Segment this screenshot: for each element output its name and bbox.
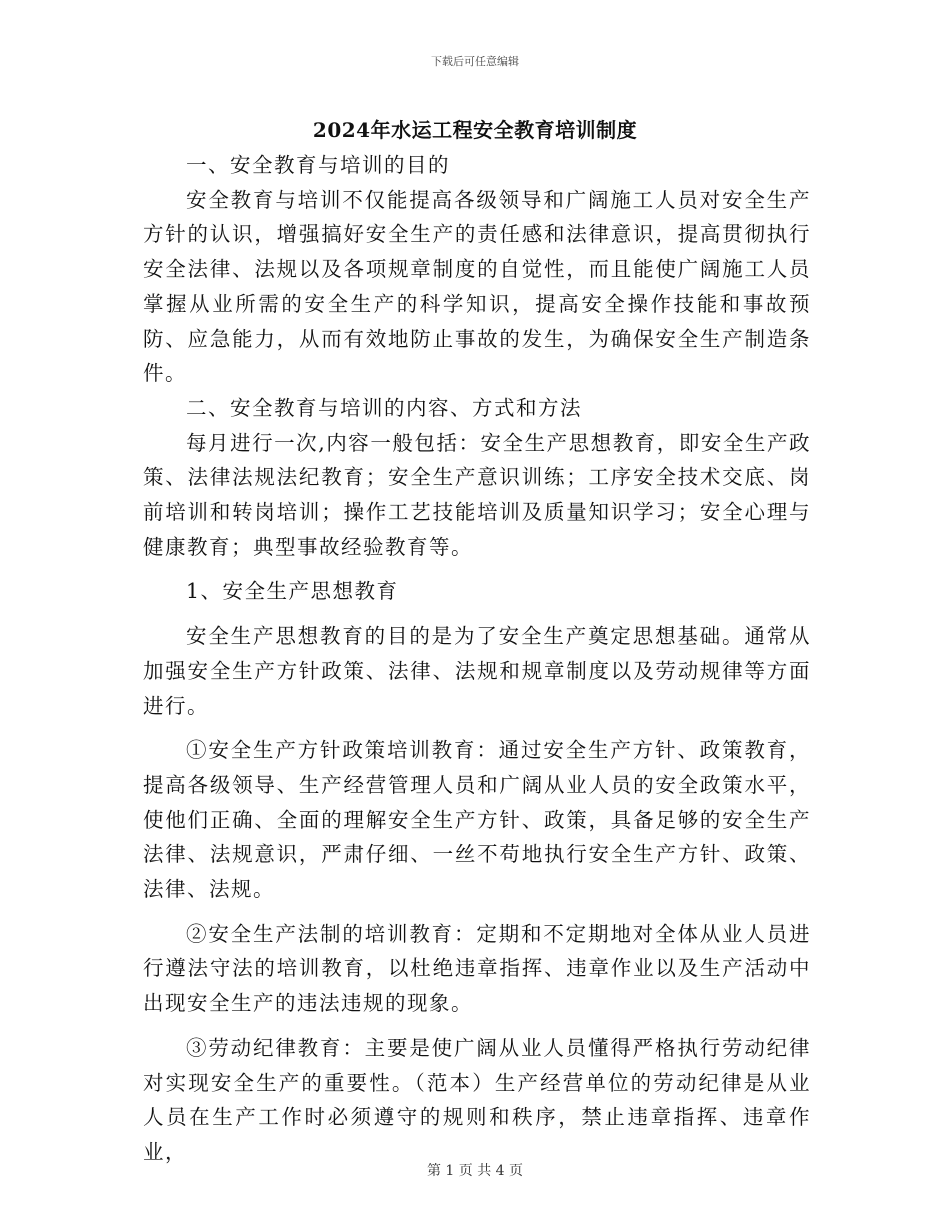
body-paragraph: 安全教育与培训不仅能提高各级领导和广阔施工人员对安全生产方针的认识，增强搞好安全生产的责任感和法律意识，提高贯彻执行安全法律、法规以及各项规章制度的自觉性，而且能使广阔施工人员掌握从业所需的安全生产的科学知识，提高安全操作技能和事故预防、应急能力，从而有效地防止事故的发生，为确保安全生产制造条件。 [143,187,811,386]
subsection-heading: 1、安全生产思想教育 [186,579,399,604]
list-item-paragraph: ②安全生产法制的培训教育：定期和不定期地对全体从业人员进行遵法守法的培训教育，以杜绝违章指挥、违章作业以及生产活动中出现安全生产的违法违规的现象。 [143,921,811,1016]
list-item-paragraph: ①安全生产方针政策培训教育：通过安全生产方针、政策教育，提高各级领导、生产经营管理人员和广阔从业人员的安全政策水平，使他们正确、全面的理解安全生产方针、政策，具备足够的安全生产法律、法规意识，严肃仔细、一丝不苟地执行安全生产方针、政策、法律、法规。 [143,738,811,902]
body-paragraph: 安全生产思想教育的目的是为了安全生产奠定思想基础。通常从加强安全生产方针政策、法律、法规和规章制度以及劳动规律等方面进行。 [143,624,811,718]
list-item-paragraph: ③劳动纪律教育：主要是使广阔从业人员懂得严格执行劳动纪律对实现安全生产的重要性。（范本）生产经营单位的劳动纪律是从业人员在生产工作时必须遵守的规则和秩序，禁止违章指挥、违章作业， [143,1035,811,1164]
body-paragraph: 每月进行一次,内容一般包括：安全生产思想教育，即安全生产政策、法律法规法纪教育；安全生产意识训练；工序安全技术交底、岗前培训和转岗培训；操作工艺技能培训及质量知识学习；安全心理与健康教育；典型事故经验教育等。 [143,430,811,559]
section-heading: 一、安全教育与培训的目的 [186,153,450,177]
section-heading: 二、安全教育与培训的内容、方式和方法 [186,395,582,420]
page-number: 第 1 页 共 4 页 [426,1163,524,1179]
document-title: 2024年水运工程安全教育培训制度 [312,118,638,142]
page-header-note: 下载后可任意编辑 [431,55,519,68]
document-body [143,148,811,1170]
